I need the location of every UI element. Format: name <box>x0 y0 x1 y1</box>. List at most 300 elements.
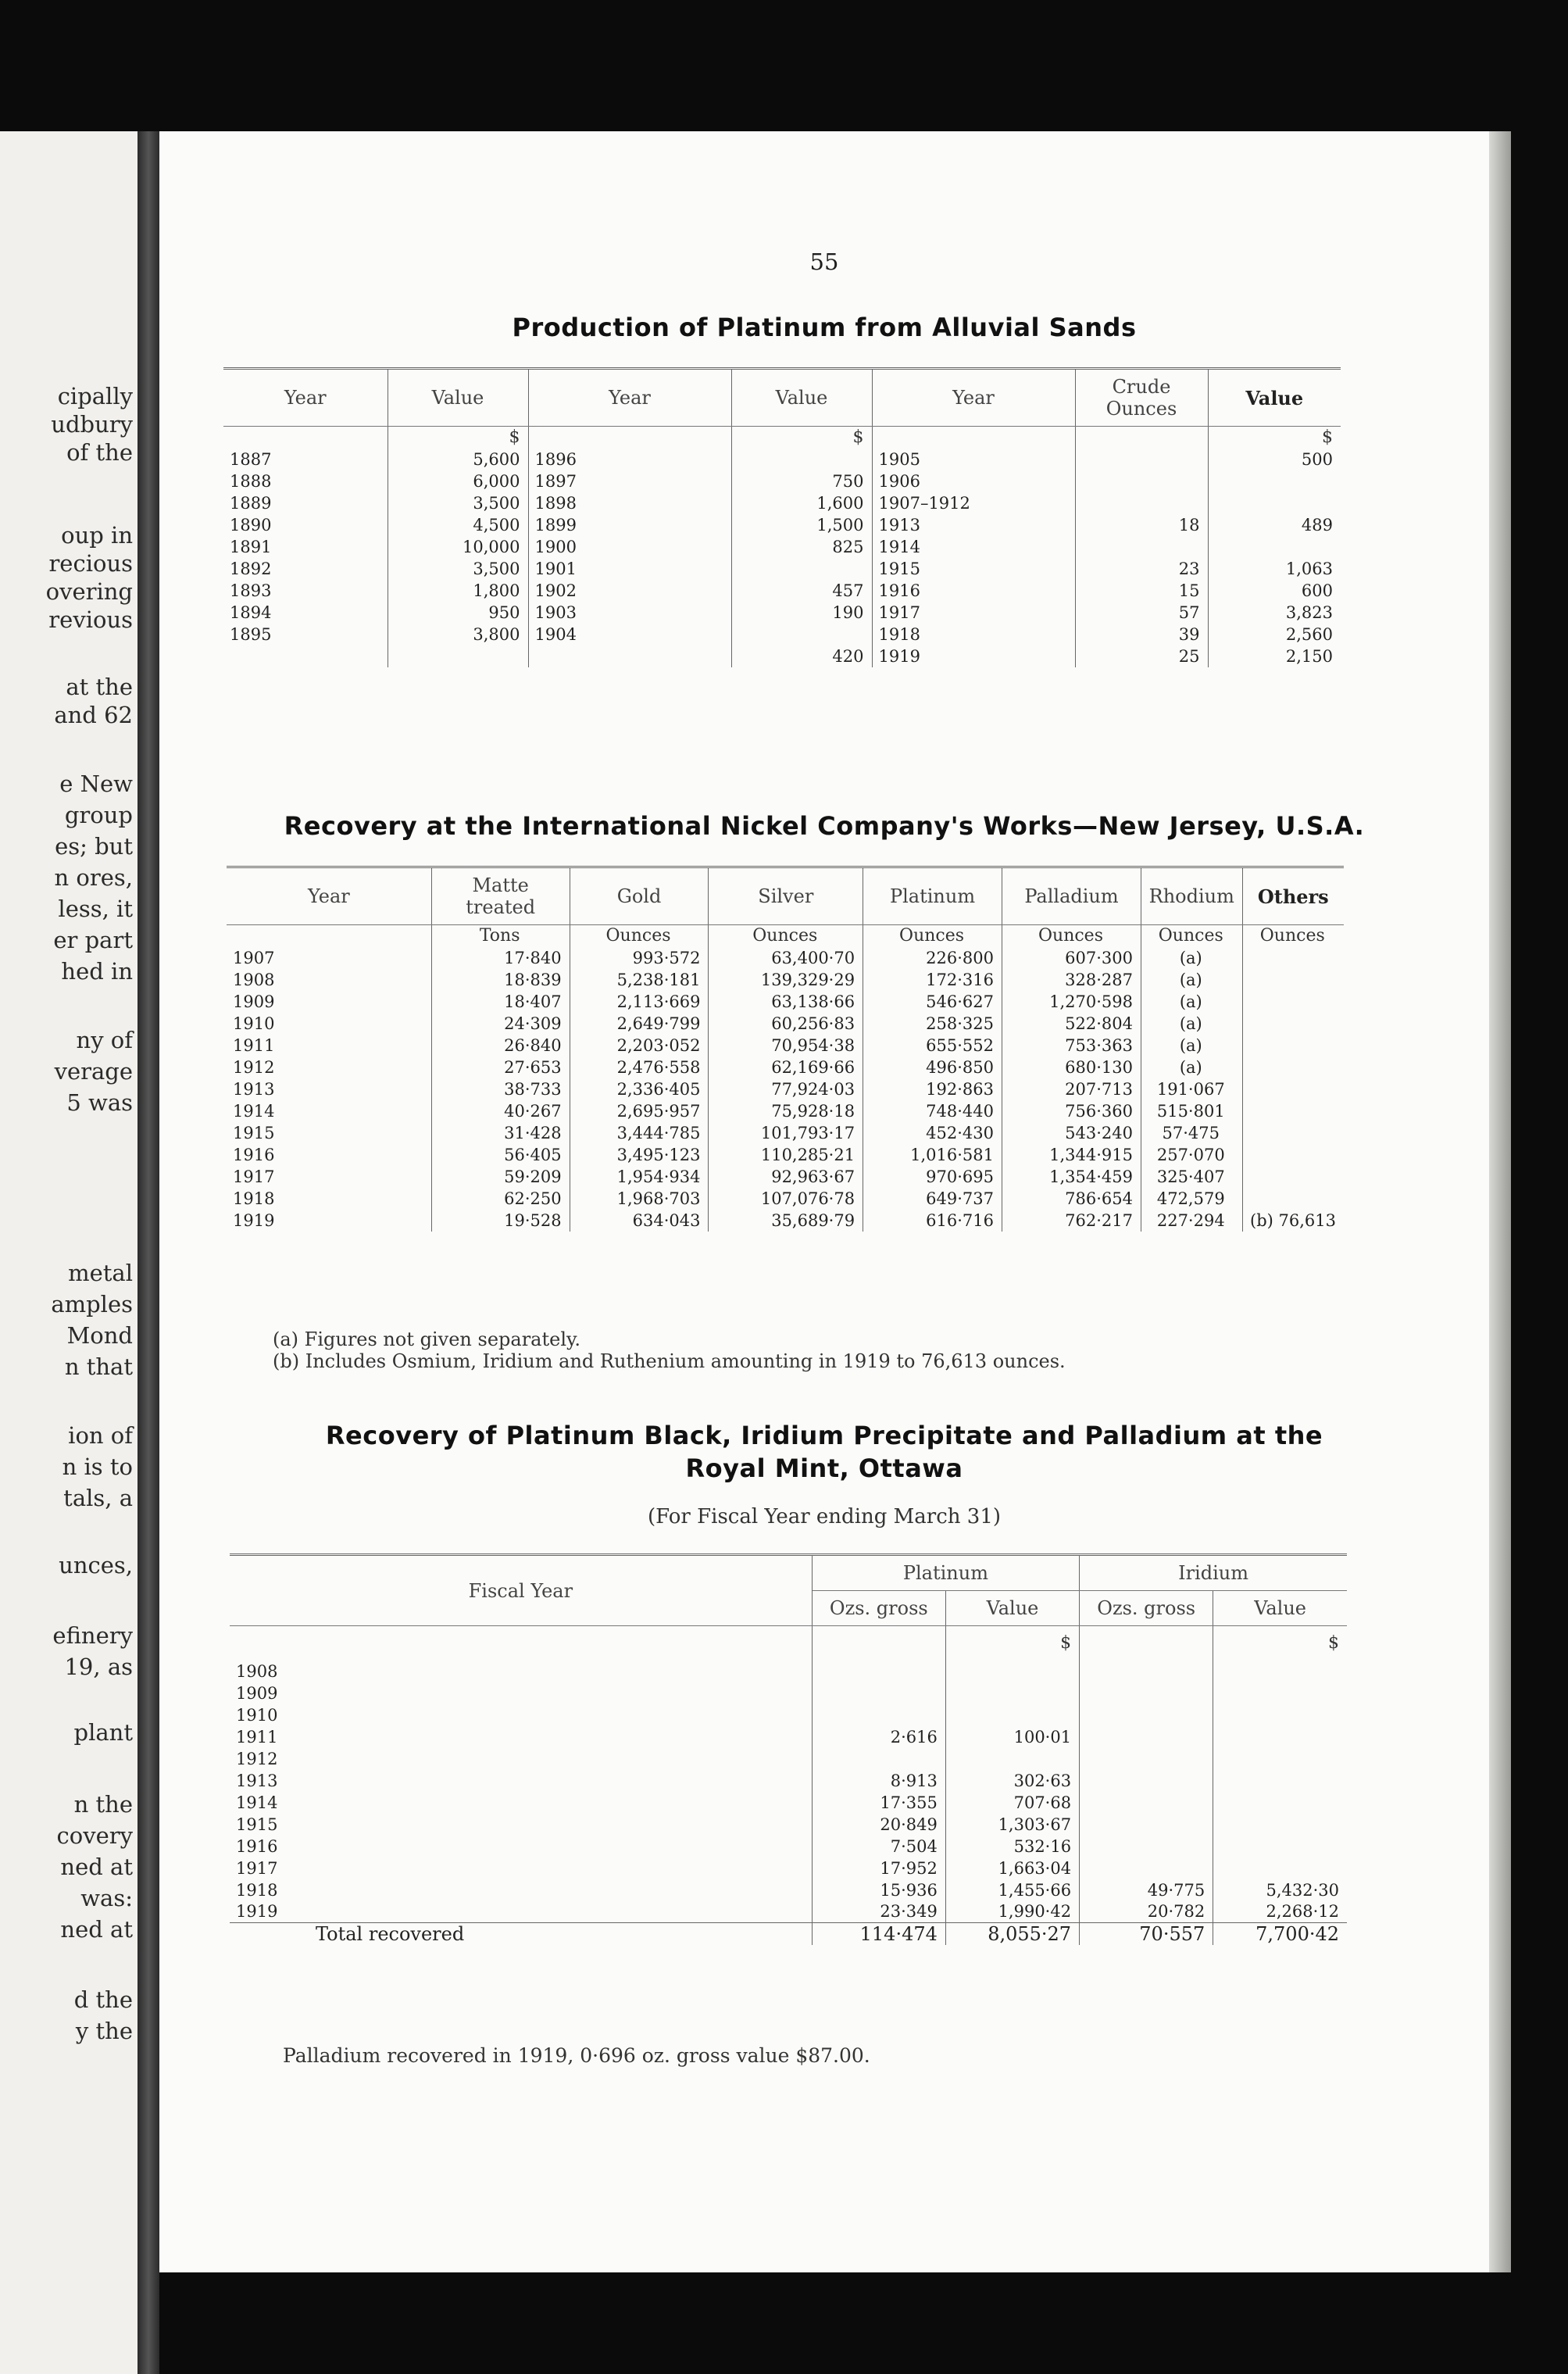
col-pt-ozs: Ozs. gross <box>812 1591 945 1626</box>
cell-value: 302·63 <box>945 1770 1079 1792</box>
cell-value: 258·325 <box>863 1013 1002 1035</box>
table-row <box>227 947 1344 969</box>
cell-year: 1915 <box>227 1122 431 1144</box>
cell-value: 18·407 <box>431 991 570 1013</box>
cell-value <box>1208 470 1341 492</box>
left-page-text-fragment: efinery <box>52 1622 133 1649</box>
cell-value: 31·428 <box>431 1122 570 1144</box>
col-header: Silver <box>709 867 863 925</box>
cell-crude-ounces: 25 <box>1075 645 1208 667</box>
cell-year: 1888 <box>223 470 388 492</box>
cell-crude-ounces: 15 <box>1075 580 1208 602</box>
cell-value: 5,238·181 <box>570 969 709 991</box>
cell-value <box>1080 1661 1213 1682</box>
cell-value: 70,954·38 <box>709 1035 863 1057</box>
cell-year: 1911 <box>227 1035 431 1057</box>
col-year-2: Year <box>528 369 731 427</box>
dollar-sign: $ <box>731 427 872 449</box>
cell-year: 1889 <box>223 492 388 514</box>
cell-value <box>945 1682 1079 1704</box>
cell-value <box>812 1682 945 1704</box>
palladium-note: Palladium recovered in 1919, 0·696 oz. gross value $87.00. <box>283 2044 870 2067</box>
page-edge-shadow <box>1489 131 1511 2272</box>
cell-year: 1913 <box>227 1078 431 1100</box>
cell-fiscal-year: 1911 <box>230 1726 812 1748</box>
cell-crude-ounces: 57 <box>1075 602 1208 624</box>
left-page-text-fragment: d the <box>73 1986 133 2013</box>
left-page-text-fragment: unces, <box>59 1552 133 1578</box>
col-value-2: Value <box>731 369 872 427</box>
col-value-1: Value <box>388 369 528 427</box>
cell-fiscal-year: 1919 <box>230 1901 812 1923</box>
cell-year: 1893 <box>223 580 388 602</box>
cell-fiscal-year: 1908 <box>230 1661 812 1682</box>
left-page-text-fragment: n the <box>73 1791 133 1818</box>
cell-value: 3,500 <box>388 558 528 580</box>
cell-value: (b) 76,613 <box>1250 1210 1336 1230</box>
cell-year: 1887 <box>223 449 388 470</box>
cell-value: 257·070 <box>1141 1144 1243 1166</box>
cell-year: 1913 <box>872 514 1075 536</box>
cell-value: 17·952 <box>812 1857 945 1879</box>
cell-value: (a) <box>1141 991 1243 1013</box>
cell-value <box>1213 1836 1347 1857</box>
cell-year: 1907–1912 <box>872 492 1075 514</box>
cell-value: 8·913 <box>812 1770 945 1792</box>
cell-value: 452·430 <box>863 1122 1002 1144</box>
cell-value: 655·552 <box>863 1035 1002 1057</box>
cell-value <box>1242 991 1344 1013</box>
cell-value <box>1242 947 1344 969</box>
cell-year: 1916 <box>227 1144 431 1166</box>
left-page-text-fragment: n that <box>64 1353 133 1380</box>
cell-value: 226·800 <box>863 947 1002 969</box>
table1-title: Production of Platinum from Alluvial Sands <box>512 313 1137 342</box>
col-header: Others <box>1242 867 1344 925</box>
cell-value <box>1080 1726 1213 1748</box>
cell-value <box>1242 1122 1344 1144</box>
cell-value: 1,303·67 <box>945 1814 1079 1836</box>
table-row <box>227 1013 1344 1035</box>
cell-value: 4,500 <box>388 514 528 536</box>
table-row <box>223 558 1341 580</box>
cell-value: 1,990·42 <box>945 1901 1079 1923</box>
cell-year: 1905 <box>872 449 1075 470</box>
cell-crude-ounces <box>1075 449 1208 470</box>
cell-value <box>1213 1857 1347 1879</box>
left-page-text-fragment: er part <box>53 927 133 953</box>
cell-value: 49·775 <box>1080 1879 1213 1901</box>
table-row <box>230 1661 1347 1682</box>
table-row <box>227 1122 1344 1144</box>
cell-year: 1891 <box>223 536 388 558</box>
left-page-text-fragment: n is to <box>62 1453 133 1480</box>
table-row <box>223 449 1341 470</box>
cell-value: 1,663·04 <box>945 1857 1079 1879</box>
left-page-text-fragment: ned at <box>60 1916 133 1943</box>
col-year-3: Year <box>872 369 1075 427</box>
cell-value: 1,500 <box>731 514 872 536</box>
left-page-text-fragment: recious <box>48 550 133 577</box>
cell-value: 17·840 <box>431 947 570 969</box>
book-spine <box>138 131 159 2374</box>
cell-value: 101,793·17 <box>709 1122 863 1144</box>
cell-value: 27·653 <box>431 1057 570 1078</box>
cell-value: 17·355 <box>812 1792 945 1814</box>
cell-value <box>731 624 872 645</box>
cell-value: 24·309 <box>431 1013 570 1035</box>
col-header: Platinum <box>863 867 1002 925</box>
cell-value <box>945 1748 1079 1770</box>
left-page-text-fragment: revious <box>48 606 133 633</box>
cell-value: 6,000 <box>388 470 528 492</box>
left-page-text-fragment: verage <box>54 1058 133 1085</box>
cell-value: 5,600 <box>388 449 528 470</box>
cell-value <box>1242 1188 1344 1210</box>
cell-value: 3,495·123 <box>570 1144 709 1166</box>
cell-value <box>731 558 872 580</box>
dollar-sign: $ <box>945 1626 1079 1661</box>
cell-crude-ounces: 39 <box>1075 624 1208 645</box>
cell-value <box>1242 1144 1344 1166</box>
table-row <box>230 1879 1347 1901</box>
cell-year: 1909 <box>227 991 431 1013</box>
table-row <box>223 514 1341 536</box>
cell-value: 522·804 <box>1002 1013 1141 1035</box>
cell-fiscal-year: 1916 <box>230 1836 812 1857</box>
cell-value <box>1242 1035 1344 1057</box>
cell-value: 40·267 <box>431 1100 570 1122</box>
cell-crude-ounces: 23 <box>1075 558 1208 580</box>
cell-value: 110,285·21 <box>709 1144 863 1166</box>
cell-value: 472,579 <box>1141 1188 1243 1210</box>
cell-value: 680·130 <box>1002 1057 1141 1078</box>
cell-year: 1895 <box>223 624 388 645</box>
table3-title-line1: Recovery of Platinum Black, Iridium Precipitate and Palladium at the <box>325 1421 1323 1450</box>
left-page-text-fragment: ny of <box>76 1027 133 1053</box>
col-header: Rhodium <box>1141 867 1243 925</box>
cell-value <box>1080 1704 1213 1726</box>
cell-year: 1907 <box>227 947 431 969</box>
cell-value: 970·695 <box>863 1166 1002 1188</box>
left-page-text-fragment: 5 was <box>66 1089 133 1116</box>
unit-label: Ounces <box>863 925 1002 947</box>
left-page-text-fragment: plant <box>73 1719 133 1746</box>
cell-value <box>945 1704 1079 1726</box>
cell-year: 1914 <box>227 1100 431 1122</box>
cell-value: 457 <box>731 580 872 602</box>
left-page-text-fragment: overing <box>45 578 133 605</box>
cell-year: 1908 <box>227 969 431 991</box>
cell-year: 1892 <box>223 558 388 580</box>
left-page-text-fragment: es; but <box>55 833 133 860</box>
footnote-a: (a) Figures not given separately. <box>273 1328 580 1350</box>
cell-fiscal-year: 1910 <box>230 1704 812 1726</box>
col-pt-value: Value <box>945 1591 1079 1626</box>
cell-value: 950 <box>388 602 528 624</box>
cell-value: 3,500 <box>388 492 528 514</box>
cell-value: 753·363 <box>1002 1035 1141 1057</box>
cell-value: (a) <box>1141 1013 1243 1035</box>
table-row <box>223 492 1341 514</box>
col-ir-ozs: Ozs. gross <box>1080 1591 1213 1626</box>
cell-year: 1918 <box>872 624 1075 645</box>
left-page-text-fragment: tals, a <box>63 1485 133 1511</box>
table-row <box>227 1210 1344 1232</box>
cell-value: 23·349 <box>812 1901 945 1923</box>
royal-mint-table <box>230 1553 1347 1945</box>
left-page-edge <box>0 131 138 2374</box>
cell-value: 2,113·669 <box>570 991 709 1013</box>
table-row <box>230 1770 1347 1792</box>
cell-year: 1901 <box>528 558 731 580</box>
cell-value <box>812 1661 945 1682</box>
unit-label <box>227 925 431 947</box>
cell-value: 328·287 <box>1002 969 1141 991</box>
cell-value: (a) <box>1141 1057 1243 1078</box>
left-page-text-fragment: less, it <box>58 896 133 922</box>
cell-value: 20·849 <box>812 1814 945 1836</box>
cell-crude-ounces: 18 <box>1075 514 1208 536</box>
table-row <box>227 1078 1344 1100</box>
col-header: Gold <box>570 867 709 925</box>
cell-year: 1916 <box>872 580 1075 602</box>
total-ir-val: 7,700·42 <box>1213 1923 1347 1946</box>
cell-year: 1902 <box>528 580 731 602</box>
cell-value: 2,336·405 <box>570 1078 709 1100</box>
col-value-3: Value <box>1208 369 1341 427</box>
cell-value: 1,968·703 <box>570 1188 709 1210</box>
cell-value: 2,150 <box>1285 646 1333 666</box>
cell-year <box>223 645 388 667</box>
table-row <box>230 1792 1347 1814</box>
cell-fiscal-year: 1913 <box>230 1770 812 1792</box>
col-header: Matte treated <box>431 867 570 925</box>
cell-value: 100·01 <box>945 1726 1079 1748</box>
cell-value: 616·716 <box>863 1210 1002 1232</box>
col-header: Year <box>227 867 431 925</box>
cell-value: 993·572 <box>570 947 709 969</box>
left-page-text-fragment: group <box>64 802 133 828</box>
cell-value <box>1080 1814 1213 1836</box>
table-row <box>227 1100 1344 1122</box>
table-row <box>223 624 1341 645</box>
cell-year: 1894 <box>223 602 388 624</box>
cell-fiscal-year: 1918 <box>230 1879 812 1901</box>
table-row <box>230 1704 1347 1726</box>
cell-year: 1918 <box>227 1188 431 1210</box>
left-page-text-fragment: and 62 <box>54 702 133 728</box>
cell-value <box>1213 1792 1347 1814</box>
cell-value <box>1242 1013 1344 1035</box>
cell-value: 1,344·915 <box>1002 1144 1141 1166</box>
cell-value: (a) <box>1141 947 1243 969</box>
cell-value: 2,649·799 <box>570 1013 709 1035</box>
table-row <box>230 1682 1347 1704</box>
unit-label: Ounces <box>1259 926 1325 946</box>
cell-value: 77,924·03 <box>709 1078 863 1100</box>
left-page-text-fragment: ion of <box>68 1422 133 1449</box>
cell-value: 786·654 <box>1002 1188 1141 1210</box>
footnote-b: (b) Includes Osmium, Iridium and Ruthenium amounting in 1919 to 76,613 ounces. <box>273 1350 1066 1372</box>
cell-value: 489 <box>1301 515 1333 535</box>
cell-value: 707·68 <box>945 1792 1079 1814</box>
left-page-text-fragment: 19, as <box>64 1654 133 1680</box>
cell-value <box>1213 1748 1347 1770</box>
cell-value: 1,455·66 <box>945 1879 1079 1901</box>
cell-value: 532·16 <box>945 1836 1079 1857</box>
cell-value: 649·737 <box>863 1188 1002 1210</box>
cell-value: 607·300 <box>1002 947 1141 969</box>
table-row <box>227 969 1344 991</box>
cell-year: 1900 <box>528 536 731 558</box>
cell-value: 1,354·459 <box>1002 1166 1141 1188</box>
cell-value: 546·627 <box>863 991 1002 1013</box>
cell-value: 60,256·83 <box>709 1013 863 1035</box>
cell-value <box>1080 1770 1213 1792</box>
cell-value <box>1213 1682 1347 1704</box>
cell-value <box>1208 492 1341 514</box>
cell-crude-ounces <box>1075 536 1208 558</box>
table3-title-line2: Royal Mint, Ottawa <box>685 1453 963 1483</box>
table-row <box>227 991 1344 1013</box>
col-crude-ounces: Crude Ounces <box>1075 369 1208 427</box>
table-row <box>230 1814 1347 1836</box>
cell-value: 62,169·66 <box>709 1057 863 1078</box>
table-row <box>223 580 1341 602</box>
col-platinum-group: Platinum <box>812 1555 1079 1591</box>
cell-value <box>812 1748 945 1770</box>
table-row <box>227 1035 1344 1057</box>
cell-value: 1,270·598 <box>1002 991 1141 1013</box>
unit-label: Ounces <box>709 925 863 947</box>
table-row <box>230 1748 1347 1770</box>
cell-value: 762·217 <box>1002 1210 1141 1232</box>
cell-value: 515·801 <box>1141 1100 1243 1122</box>
left-page-text-fragment: oup in <box>61 522 133 549</box>
col-fiscal-year: Fiscal Year <box>230 1555 812 1626</box>
cell-value: 75,928·18 <box>709 1100 863 1122</box>
cell-value: 207·713 <box>1002 1078 1141 1100</box>
cell-value: 63,138·66 <box>709 991 863 1013</box>
cell-value: (a) <box>1141 1035 1243 1057</box>
left-page-text-fragment: ned at <box>60 1854 133 1880</box>
cell-value <box>1242 969 1344 991</box>
cell-value: 57·475 <box>1141 1122 1243 1144</box>
cell-value: 107,076·78 <box>709 1188 863 1210</box>
cell-crude-ounces <box>1075 470 1208 492</box>
cell-year: 1903 <box>528 602 731 624</box>
cell-year: 1917 <box>227 1166 431 1188</box>
international-nickel-table <box>227 866 1344 1232</box>
left-page-text-fragment: n ores, <box>54 864 133 891</box>
table-row <box>230 1726 1347 1748</box>
cell-value: 59·209 <box>431 1166 570 1188</box>
left-page-text-fragment: udbury <box>51 411 133 438</box>
cell-value <box>1213 1770 1347 1792</box>
cell-value: 5,432·30 <box>1266 1880 1339 1900</box>
cell-value: 750 <box>731 470 872 492</box>
cell-value: 192·863 <box>863 1078 1002 1100</box>
unit-label: Ounces <box>570 925 709 947</box>
cell-value <box>1213 1814 1347 1836</box>
cell-value <box>1242 1166 1344 1188</box>
cell-value: 38·733 <box>431 1078 570 1100</box>
cell-value: 496·850 <box>863 1057 1002 1078</box>
cell-value: 1,800 <box>388 580 528 602</box>
cell-value: 1,600 <box>731 492 872 514</box>
cell-fiscal-year: 1909 <box>230 1682 812 1704</box>
left-page-text-fragment: metal <box>68 1260 133 1286</box>
table-row <box>230 1836 1347 1857</box>
left-page-text-fragment: cipally <box>57 383 133 409</box>
total-pt-oz: 114·474 <box>812 1923 945 1946</box>
left-page-text-fragment: of the <box>66 439 133 466</box>
table-row <box>223 536 1341 558</box>
cell-year: 1914 <box>872 536 1075 558</box>
cell-value <box>731 449 872 470</box>
left-page-text-fragment: amples <box>51 1291 133 1317</box>
cell-value: 3,800 <box>388 624 528 645</box>
col-iridium-group: Iridium <box>1080 1555 1347 1591</box>
cell-value: 3,823 <box>1285 602 1333 622</box>
cell-value <box>1080 1682 1213 1704</box>
cell-value: 1,016·581 <box>863 1144 1002 1166</box>
cell-year: 1919 <box>227 1210 431 1232</box>
cell-value: 139,329·29 <box>709 969 863 991</box>
table-row <box>230 1857 1347 1879</box>
table-row <box>227 1144 1344 1166</box>
cell-year: 1890 <box>223 514 388 536</box>
col-header: Palladium <box>1002 867 1141 925</box>
cell-value: 2·616 <box>812 1726 945 1748</box>
cell-value: 62·250 <box>431 1188 570 1210</box>
cell-value: 2,560 <box>1285 624 1333 644</box>
cell-value: 1,063 <box>1285 559 1333 578</box>
left-page-text-fragment: at the <box>66 674 133 700</box>
cell-value: 63,400·70 <box>709 947 863 969</box>
left-page-text-fragment: covery <box>56 1822 133 1849</box>
col-ir-value: Value <box>1213 1591 1347 1626</box>
cell-value: 35,689·79 <box>709 1210 863 1232</box>
cell-value <box>1213 1726 1347 1748</box>
dollar-sign: $ <box>1328 1633 1339 1654</box>
cell-year: 1906 <box>872 470 1075 492</box>
cell-value: 20·782 <box>1080 1901 1213 1923</box>
cell-value: 3,444·785 <box>570 1122 709 1144</box>
cell-value: 325·407 <box>1141 1166 1243 1188</box>
total-pt-val: 8,055·27 <box>945 1923 1079 1946</box>
table-row <box>223 470 1341 492</box>
cell-year: 1897 <box>528 470 731 492</box>
table-row <box>227 1188 1344 1210</box>
cell-value: 500 <box>1301 449 1333 469</box>
cell-value: 2,476·558 <box>570 1057 709 1078</box>
left-page-text-fragment: Mond <box>66 1322 133 1349</box>
cell-value <box>388 645 528 667</box>
cell-value: 26·840 <box>431 1035 570 1057</box>
cell-value: 15·936 <box>812 1879 945 1901</box>
cell-value: 92,963·67 <box>709 1166 863 1188</box>
cell-value: 7·504 <box>812 1836 945 1857</box>
table-row <box>223 602 1341 624</box>
cell-value <box>945 1661 1079 1682</box>
cell-year: 1915 <box>872 558 1075 580</box>
cell-value <box>1242 1057 1344 1078</box>
cell-value: 18·839 <box>431 969 570 991</box>
cell-value <box>1242 1078 1344 1100</box>
page-number: 55 <box>809 248 839 275</box>
